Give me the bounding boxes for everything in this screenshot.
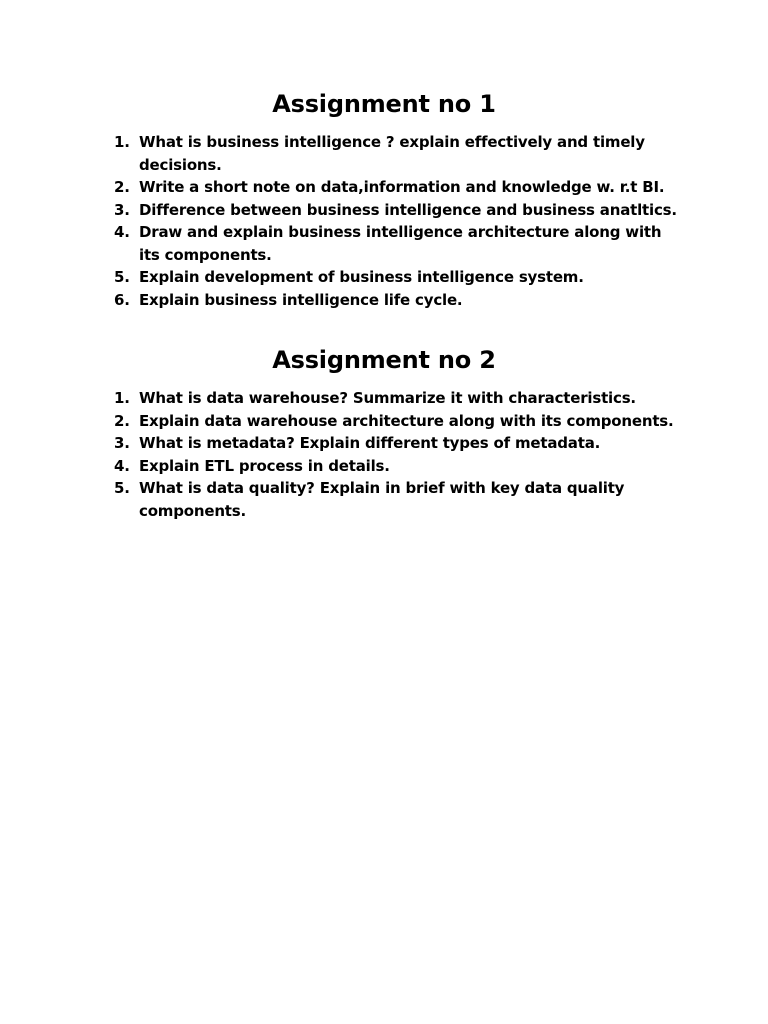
question-item: [0, 432, 679, 455]
assignment-2-section: [0, 342, 768, 522]
assignment-2-question-list: [0, 387, 768, 522]
question-text: What is data quality? Explain in brief with key data quality components.: [139, 479, 625, 520]
assignment-1-title: Assignment no 1: [272, 90, 496, 118]
question-number: 2.: [114, 178, 130, 196]
question-text: Explain data warehouse architecture along with its components.: [139, 411, 674, 430]
question-text: Write a short note on data,information and knowledge w. r.t BI.: [139, 178, 665, 196]
question-text: What is business intelligence ? explain effectively and timely decisions.: [139, 133, 645, 174]
question-text: Difference between business intelligence and business anatltics.: [139, 200, 677, 219]
question-item: [0, 266, 679, 289]
question-number: 3.: [114, 434, 130, 452]
question-item: [0, 410, 679, 433]
question-number: 6.: [114, 290, 130, 309]
question-number: 4.: [114, 456, 130, 475]
question-item: [0, 221, 679, 266]
question-text: Explain development of business intelligence system.: [139, 268, 584, 286]
question-number: 1.: [114, 389, 130, 407]
question-item: [0, 477, 679, 522]
question-number: 5.: [114, 479, 130, 497]
assignment-1-question-list: [0, 131, 768, 311]
assignment-2-title: Assignment no 2: [272, 346, 496, 374]
question-number: 4.: [114, 223, 130, 241]
question-number: 2.: [114, 411, 130, 430]
question-number: 5.: [114, 268, 130, 286]
question-text: Explain business intelligence life cycle.: [139, 290, 463, 309]
question-item: [0, 176, 679, 199]
question-text: What is data warehouse? Summarize it with characteristics.: [139, 389, 636, 407]
assignment-1-section: [0, 86, 768, 311]
question-item: [0, 289, 679, 312]
question-item: [0, 131, 679, 176]
question-item: [0, 455, 679, 478]
question-text: Explain ETL process in details.: [139, 456, 390, 475]
question-number: 1.: [114, 133, 130, 151]
question-item: [0, 387, 679, 410]
question-text: What is metadata? Explain different types of metadata.: [139, 434, 601, 452]
question-number: 3.: [114, 200, 130, 219]
question-item: [0, 199, 679, 222]
question-text: Draw and explain business intelligence architecture along with its components.: [139, 223, 662, 264]
